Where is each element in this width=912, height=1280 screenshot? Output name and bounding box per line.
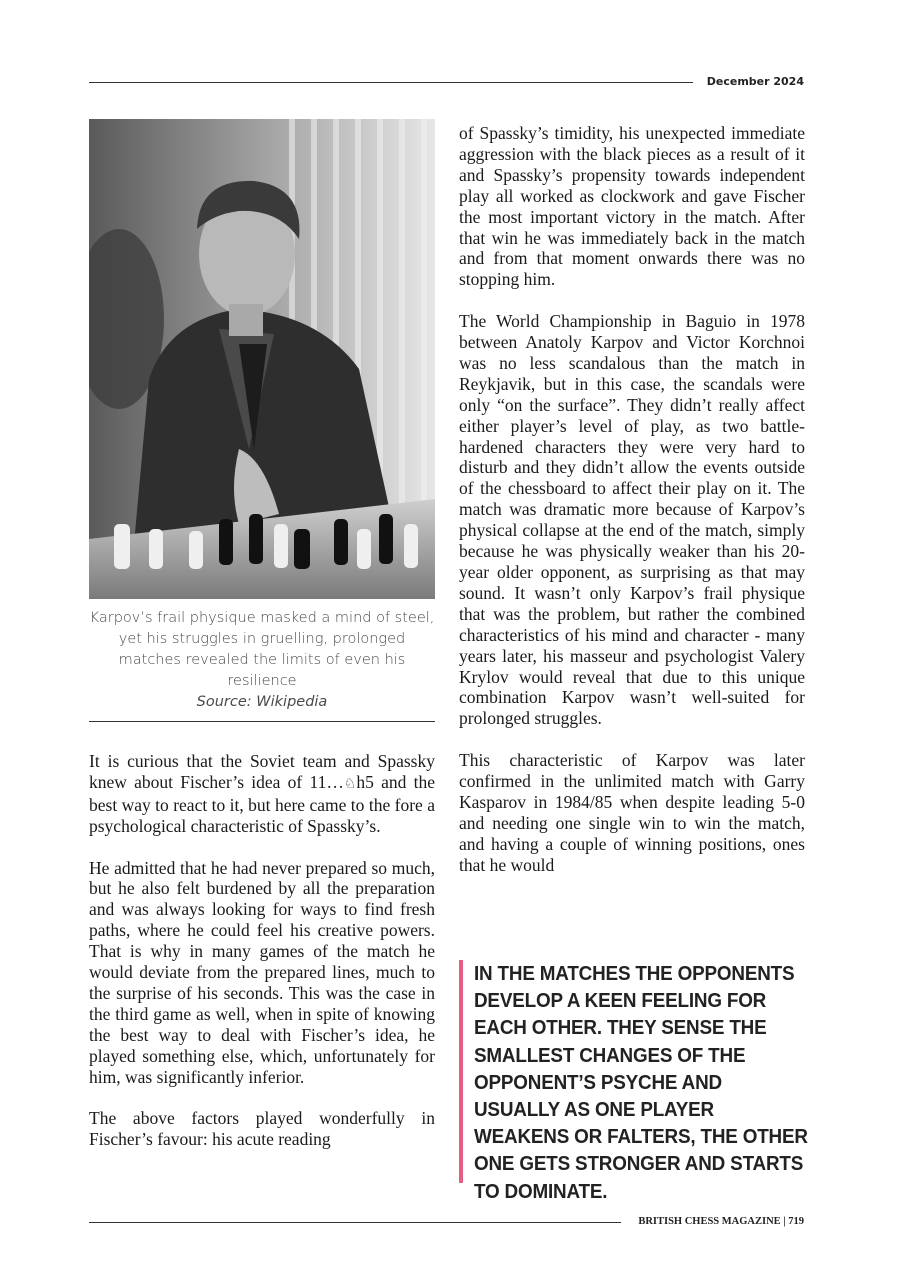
right-column bbox=[459, 123, 805, 896]
page-footer: BRITISH CHESS MAGAZINE | 719 bbox=[638, 1216, 804, 1227]
paragraph: The World Championship in Baguio in 1978 between Anatoly Karpov and Victor Korchnoi was no less scandalous than the match in Reykjavik, but in this case, the scandals were only “on the surface”. They didn’t really affect either player’s level of play, as two battle-hardened characters they were very hard to disturb and they didn’t allow the events outside of the chessboard to affect their play on it. The match was dramatic more because of Karpov’s physical collapse at the end of the match, simply because he was physically weaker than his 20-year older opponent, as surprising as that may sound. It wasn’t only Karpov’s frail physique that was the problem, but rather the combined characteristics of his mind and character - many years later, his masseur and psychologist Valery Krylov would reveal that due to this unique combination Karpov wasn’t well-suited for prolonged struggles. bbox=[459, 311, 805, 729]
knight-symbol: ♘ bbox=[343, 775, 357, 792]
paragraph: The above factors played wonderfully in Fischer’s favour: his acute reading bbox=[89, 1108, 435, 1150]
footer-rule bbox=[89, 1222, 621, 1223]
paragraph: He admitted that he had never prepared so much, but he also felt burdened by all the preparation and was always looking for ways to find fresh paths, where he could feel his creative powers. That is why in many games of the match he would deviate from the prepared lines, much to the surprise of his seconds. This was the case in the third game as well, when in spite of knowing the best way to deal with Fischer’s idea, he played something else, which, unfortunately for him, was significantly inferior. bbox=[89, 857, 435, 1087]
photo-source: Source: Wikipedia bbox=[196, 694, 328, 710]
header-rule bbox=[89, 82, 693, 83]
paragraph: This characteristic of Karpov was later confirmed in the unlimited match with Garry Kasparov in 1984/85 when despite leading 5-0 and needing one single win to win the match, and having a couple of winning positions, ones that he would bbox=[459, 750, 805, 875]
pull-quote bbox=[459, 960, 809, 1203]
photo-caption bbox=[89, 608, 435, 713]
caption-rule bbox=[89, 721, 435, 722]
paragraph: of Spassky’s timidity, his unexpected immediate aggression with the black pieces as a result of it and Spassky’s propensity towards independent play all worked as clockwork and gave Fischer the most important victory in the match. After that win he was immediately back in the match and from that moment onwards there was no stopping him. bbox=[459, 123, 805, 290]
karpov-photo bbox=[89, 119, 435, 599]
pull-quote-text: IN THE MATCHES THE OPPONENTS DEVELOP A KEEN FEELING FOR EACH OTHER. THEY SENSE THE SMALLEST CHANGES OF THE OPPONENT’S PSYCHE AND USUALLY AS ONE PLAYER WEAKENS OR FALTERS, THE OTHER ONE GETS STRONGER AND STARTS TO DOMINATE. bbox=[474, 962, 808, 1203]
caption-text: Karpov’s frail physique masked a mind of steel, yet his struggles in gruelling, prolonged matches revealed the limits of even his resilience bbox=[89, 610, 435, 689]
left-column bbox=[89, 751, 435, 1171]
paragraph: It is curious that the Soviet team and Spassky knew about Fischer’s idea of 11…♘h5 and the best way to react to it, but here came to the fore a psychological characteristic of Spassky’s. bbox=[89, 751, 435, 836]
issue-date: December 2024 bbox=[706, 75, 804, 88]
